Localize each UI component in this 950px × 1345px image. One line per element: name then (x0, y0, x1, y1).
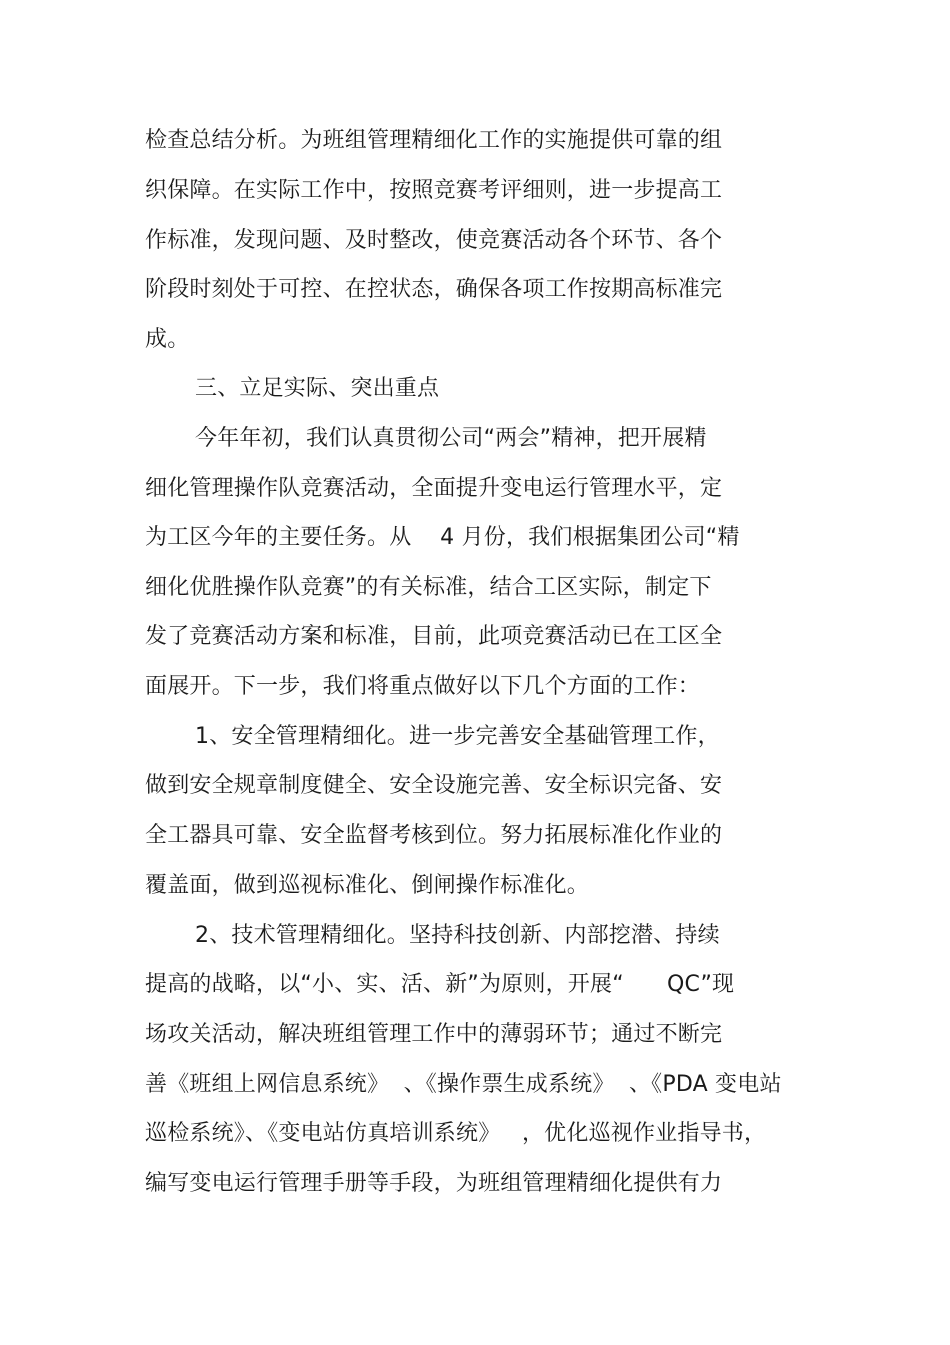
list-item-line: 覆盖面，做到巡视标准化、倒闸操作标准化。 (145, 873, 590, 898)
paragraph-line: 细化优胜操作队竞赛”的有关标准，结合工区实际，制定下 (145, 575, 712, 600)
section-heading: 三、立足实际、突出重点 (195, 376, 440, 401)
list-item-line: 善《班组上网信息系统》 、《操作票生成系统》 、《PDA 变电站 (145, 1072, 782, 1097)
paragraph-line: 为工区今年的主要任务。从 4 月份，我们根据集团公司“精 (145, 525, 740, 550)
paragraph-line: 织保障。在实际工作中，按照竞赛考评细则，进一步提高工 (145, 178, 723, 203)
paragraph-line: 发了竞赛活动方案和标准，目前，此项竞赛活动已在工区全 (145, 624, 723, 649)
list-item-line: 场攻关活动，解决班组管理工作中的薄弱环节；通过不断完 (145, 1022, 723, 1047)
paragraph-line: 检查总结分析。为班组管理精细化工作的实施提供可靠的组 (145, 128, 723, 153)
paragraph-line: 细化管理操作队竞赛活动，全面提升变电运行管理水平，定 (145, 476, 723, 501)
paragraph-line: 阶段时刻处于可控、在控状态，确保各项工作按期高标准完 (145, 277, 723, 302)
list-item-line: 提高的战略，以“小、实、活、新”为原则，开展“ QC”现 (145, 972, 735, 997)
list-item-line: 做到安全规章制度健全、安全设施完善、安全标识完备、安 (145, 773, 723, 798)
list-item-line: 编写变电运行管理手册等手段，为班组管理精细化提供有力 (145, 1171, 723, 1196)
list-item-line: 1、安全管理精细化。进一步完善安全基础管理工作， (195, 724, 720, 749)
paragraph-line: 面展开。下一步，我们将重点做好以下几个方面的工作： (145, 674, 701, 699)
paragraph-line: 成。 (145, 327, 190, 352)
list-item-line: 2、技术管理精细化。坚持科技创新、内部挖潜、持续 (195, 923, 720, 948)
paragraph-line: 作标准，发现问题、及时整改，使竞赛活动各个环节、各个 (145, 228, 723, 253)
list-item-line: 全工器具可靠、安全监督考核到位。努力拓展标准化作业的 (145, 823, 723, 848)
paragraph-line: 今年年初，我们认真贯彻公司“两会”精神，把开展精 (195, 426, 707, 451)
list-item-line: 巡检系统》、《变电站仿真培训系统》 ，优化巡视作业指导书， (145, 1121, 767, 1146)
